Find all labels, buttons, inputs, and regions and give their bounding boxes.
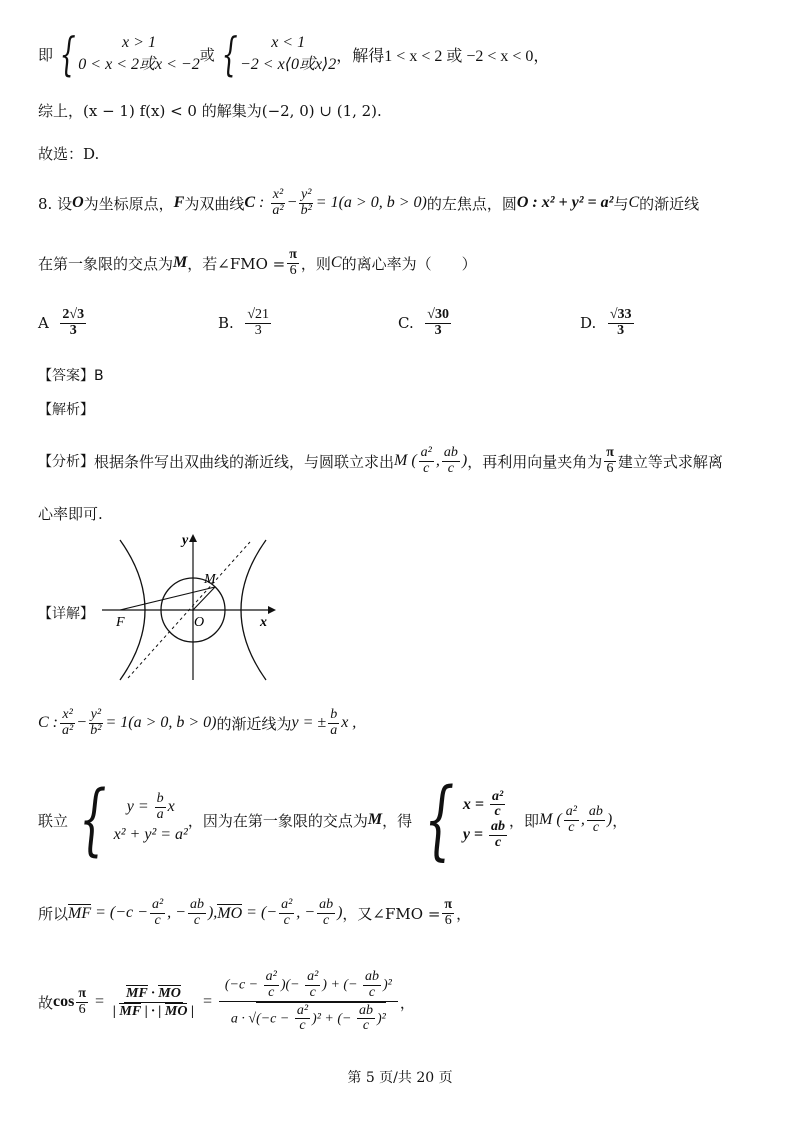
text-prefix: 即	[38, 45, 54, 64]
x-solution: x = $\frac{\text{a²}}{c}$	[462, 788, 504, 820]
symbol-C-2: C	[628, 194, 640, 211]
q8-text-d: 与	[613, 194, 629, 213]
option-b-label: B.	[218, 314, 234, 332]
q8-text-c: 的左焦点，圆	[426, 194, 517, 213]
option-b[interactable]: B. $\frac{√21}{3}$	[218, 306, 270, 338]
y2-over-b2: $\frac{\text{y²}}{\text{b²}}$	[300, 186, 312, 218]
analysis-line-1: 【分析】 根据条件写出双曲线的渐近线，与圆联立求出 M ( $\frac{\text{a²}}{c}$ , $\frac{ab}{c}$ ) ，再利用向量夹角为 $\frac{\pi}{6}$ 建立等式求解离	[38, 444, 723, 476]
solution-line-1	[38, 26, 549, 82]
page-footer: 第 5 页/共 20 页	[347, 1070, 453, 1086]
suoyi-prefix: 所以	[38, 904, 69, 923]
q8-text-a: 为坐标原点，	[83, 194, 174, 213]
analysis-line-2: 心率即可.	[38, 505, 103, 523]
asym-eq: y = ±	[291, 714, 327, 731]
symbol-F: F	[173, 194, 185, 211]
q8-text-g: ，则	[300, 254, 331, 273]
symbol-O: O	[72, 194, 84, 211]
x-axis-arrow-icon	[268, 606, 276, 614]
vector-MO: MO	[217, 904, 243, 922]
fenxi-tag: 【分析】	[38, 454, 94, 470]
y-solution: y = $\frac{ab}{c}$	[462, 819, 506, 850]
hyperbola-condition: = 1(a > 0, b > 0)	[315, 194, 427, 211]
gu-prefix: 故	[38, 993, 54, 1012]
answer-choice-line: 故选：D.	[38, 145, 100, 163]
conclusion-line: 综上，(x − 1) f(x) < 0 的解集为(−2, 0) ∪ (1, 2).	[38, 102, 382, 120]
q8-question: 的离心率为（ ）	[341, 254, 477, 273]
equation-system: { y = $\frac{b}{a}$ x x² + y² = a²	[79, 775, 188, 865]
question-number: 8. 设	[38, 194, 73, 213]
fenxi-text-1: 根据条件写出双曲线的渐近线，与圆联立求出	[94, 452, 395, 471]
circle-equation-2: x² + y² = a²	[113, 826, 188, 844]
cos-vector-fraction: $\frac{MF \cdot MO}{| MF | \cdot | MO |}$	[112, 985, 195, 1019]
option-a[interactable]: A $\frac{2√3}{3}$	[38, 306, 85, 338]
lianli-text: ，因为在第一象限的交点为	[187, 811, 368, 830]
symbol-M: M	[173, 254, 188, 271]
suoyi-also: ，又∠FMO =	[342, 904, 441, 923]
system-2-line-2: −2 < x⟨0或x⟩2	[240, 56, 337, 73]
circle-equation: O : x² + y² = a²	[516, 194, 614, 211]
asym-prefix: C :	[38, 714, 58, 731]
inequality-system-2: { x < 1 −2 < x⟨0或x⟩2	[221, 27, 337, 81]
option-d[interactable]: D. $\frac{√33}{3}$	[580, 306, 632, 338]
option-d-label: D.	[580, 314, 597, 332]
cosine-line: 故 cos $\frac{\pi}{6}$ = $\frac{MF \cdot MO}{| MF | \cdot | MO |}$ = (−c − $\frac{\text{a²}}{c}$ )(− $\frac{\text{a²}}{c}$ ) + (− $\frac{ab}{c}$ )² a · √(−c − $\frac{\text{a²}}{c}$ )² + (− $\frac{ab}{c}$ )² ，	[38, 969, 415, 1034]
vectors-line: 所以 MF = (−c − $\frac{\text{a²}}{c}$ , − $\frac{ab}{c}$ ), MO = (− $\frac{\text{a²}}{c}$ , − $\frac{ab}{c}$ ) ，又∠FMO = $\frac{\pi}{6}$ ，	[38, 896, 472, 928]
fenxi-text-2: ，再利用向量夹角为	[467, 452, 603, 471]
label-y: y	[182, 533, 189, 548]
answer-label: 【答案】B	[38, 368, 104, 384]
analysis-label: 【解析】	[38, 402, 94, 418]
symbol-C: C	[244, 194, 256, 211]
asym-cond: = 1(a > 0, b > 0)	[105, 714, 217, 731]
asymptote-equation: y = $\frac{b}{a}$ x	[126, 791, 175, 822]
y-axis-arrow-icon	[189, 534, 197, 542]
q8-text-b: 为双曲线	[184, 194, 245, 213]
cos-text: cos	[53, 993, 75, 1010]
question-8-line-2	[38, 240, 477, 286]
simultaneous-line: 联立 { y = $\frac{b}{a}$ x x² + y² = a² ，因为在第一象限的交点为 M ，得 { x = $\frac{\text{a²}}{c}$ y = $\frac{ab}{c}$ ，即 M ( $\frac{\text{a²}}{c}$ , $\frac{ab}{c}$ ) ，	[38, 770, 628, 870]
symbol-C-3: C	[330, 254, 342, 271]
solution-result: ，解得1 < x < 2 或 −2 < x < 0，	[336, 47, 550, 65]
detail-label: 【详解】	[38, 606, 94, 622]
asymptote-line: C : $\frac{\text{x²}}{\text{a²}}$ − $\frac{\text{y²}}{\text{b²}}$ = 1(a > 0, b > 0) 的渐近线为 y = ± $\frac{b}{a}$ x ,	[38, 706, 357, 738]
solution-system: { x = $\frac{\text{a²}}{c}$ y = $\frac{ab}{c}$	[412, 777, 509, 863]
system-2-line-1: x < 1	[271, 34, 306, 52]
label-O: O	[194, 615, 205, 630]
lianli-prefix: 联立	[38, 811, 69, 830]
fenxi-text-3: 建立等式求解离	[617, 452, 723, 471]
x2-over-a2: $\frac{\text{x²}}{\text{a²}}$	[272, 186, 284, 218]
vector-MF: MF	[68, 904, 92, 922]
option-c[interactable]: C. $\frac{√30}{3}$	[398, 306, 449, 338]
lianli-get: ，得	[382, 811, 413, 830]
label-F: F	[116, 615, 125, 630]
pi-over-6: $\frac{\pi}{6}$	[289, 246, 297, 278]
label-x: x	[260, 615, 267, 630]
label-M: M	[204, 572, 216, 587]
q8-text-e: 的渐近线	[639, 194, 700, 213]
text-or: 或	[199, 45, 215, 64]
system-1-line-2: 0 < x < 2或x < −2	[78, 56, 200, 73]
lianli-ji: ，即	[509, 811, 540, 830]
q8-text-f: 在第一象限的交点为	[38, 254, 174, 273]
hyperbola-figure	[100, 530, 280, 685]
q8-angle: ，若∠FMO =	[187, 254, 286, 273]
cos-expanded-fraction: (−c − $\frac{\text{a²}}{c}$ )(− $\frac{\text{a²}}{c}$ ) + (− $\frac{ab}{c}$ )² a · √(−c − $\frac{\text{a²}}{c}$ )² + (− $\frac{ab}{c}$ )²	[219, 970, 398, 1034]
asym-text: 的渐近线为	[216, 714, 292, 733]
inequality-system-1: { x > 1 0 < x < 2或x < −2	[59, 27, 200, 81]
system-1-line-1: x > 1	[122, 34, 156, 52]
question-8-line-1: 8. 设 O 为坐标原点， F 为双曲线 C : $\frac{\text{x²}}{\text{a²}}$ − $\frac{\text{y²}}{\text{b²}}$ = 1(a > 0, b > 0) 的左焦点，圆 O : x² + y² = a² 与 C 的渐近线	[38, 186, 700, 218]
segment-MO	[193, 587, 215, 610]
symbol-M-2: M	[367, 811, 383, 828]
option-a-label: A	[38, 314, 49, 332]
option-c-label: C.	[398, 314, 414, 332]
